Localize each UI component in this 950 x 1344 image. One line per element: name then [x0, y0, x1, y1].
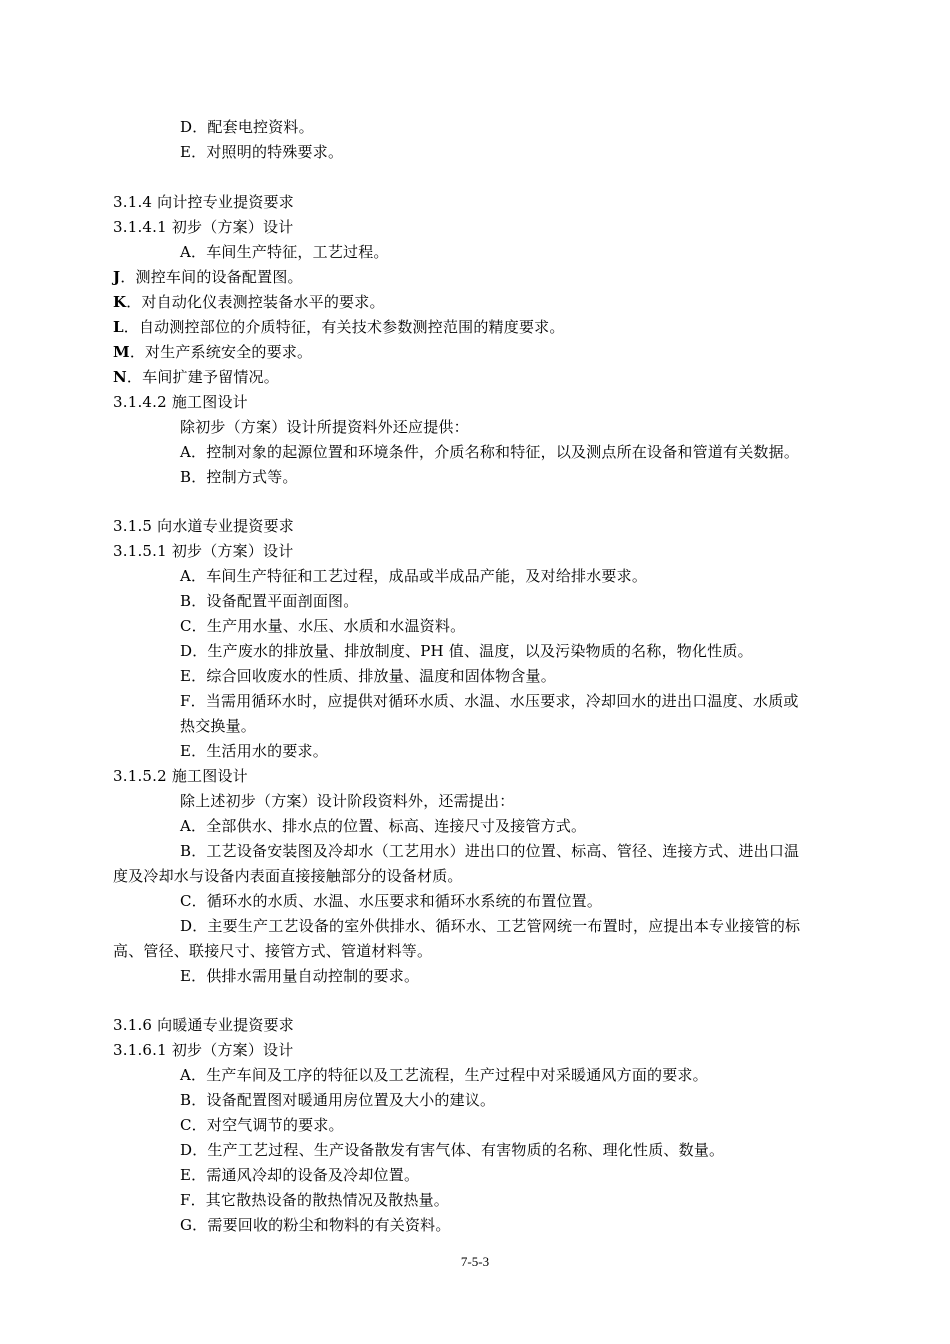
list-item [113, 292, 385, 312]
list-item-continuation: 度及冷却水与设备内表面直接接触部分的设备材质。 [113, 867, 463, 885]
paragraph: 除初步（方案）设计所提资料外还应提供： [180, 418, 469, 436]
item-text: ．自动测控部位的介质特征，有关技术参数测控范围的精度要求。 [123, 318, 565, 336]
item-text: ．车间扩建予留情况。 [126, 368, 279, 386]
page-number: 7-5-3 [460, 1254, 490, 1269]
list-item: C．循环水的水质、水温、水压要求和循环水系统的布置位置。 [180, 892, 603, 910]
section-heading: 3.1.4 向计控专业提资要求 [113, 193, 294, 211]
list-item [113, 342, 312, 362]
list-item: B．设备配置平面剖面图。 [180, 592, 359, 610]
list-item: A．车间生产特征和工艺过程，成品或半成品产能，及对给排水要求。 [180, 567, 648, 585]
paragraph: 除上述初步（方案）设计阶段资料外，还需提出： [180, 792, 515, 810]
item-letter: N [113, 368, 127, 386]
list-item: B．设备配置图对暖通用房位置及大小的建议。 [180, 1091, 496, 1109]
list-item: E．综合回收废水的性质、排放量、温度和固体物含量。 [180, 667, 556, 685]
list-item: D．主要生产工艺设备的室外供排水、循环水、工艺管网统一布置时，应提出本专业接管的标 [180, 917, 801, 935]
list-item-continuation: 高、管径、联接尺寸、接管方式、管道材料等。 [113, 942, 433, 960]
subsection-heading: 3.1.4.2 施工图设计 [113, 393, 248, 411]
list-item: C．对空气调节的要求。 [180, 1116, 344, 1134]
subsection-heading: 3.1.4.1 初步（方案）设计 [113, 218, 294, 236]
list-item: B．工艺设备安装图及冷却水（工艺用水）进出口的位置、标高、管径、连接方式、进出口温 [180, 842, 800, 860]
list-item: F．当需用循环水时，应提供对循环水质、水温、水压要求，冷却回水的进出口温度、水质或 [180, 692, 799, 710]
list-item: E．生活用水的要求。 [180, 742, 328, 760]
list-item-continuation: 热交换量。 [180, 717, 257, 735]
list-item: G．需要回收的粉尘和物料的有关资料。 [180, 1216, 451, 1234]
list-item: A．生产车间及工序的特征以及工艺流程，生产过程中对采暖通风方面的要求。 [180, 1066, 708, 1084]
list-item: B．控制方式等。 [180, 468, 298, 486]
list-item: D．配套电控资料。 [180, 118, 314, 136]
list-item: E．需通风冷却的设备及冷却位置。 [180, 1166, 420, 1184]
list-item: D．生产工艺过程、生产设备散发有害气体、有害物质的名称、理化性质、数量。 [180, 1141, 725, 1159]
item-letter: M [113, 343, 130, 361]
list-item: C．生产用水量、水压、水质和水温资料。 [180, 617, 466, 635]
list-item [113, 367, 279, 387]
item-text: ．对生产系统安全的要求。 [129, 343, 313, 361]
list-item: A．全部供水、排水点的位置、标高、连接尺寸及接管方式。 [180, 817, 587, 835]
list-item: E．对照明的特殊要求。 [180, 143, 344, 161]
item-letter: J [113, 268, 121, 286]
subsection-heading: 3.1.5.1 初步（方案）设计 [113, 542, 294, 560]
section-heading: 3.1.5 向水道专业提资要求 [113, 517, 294, 535]
list-item [113, 317, 565, 337]
list-item: A．控制对象的起源位置和环境条件，介质名称和特征，以及测点所在设备和管道有关数据。 [180, 443, 800, 461]
list-item: A．车间生产特征，工艺过程。 [180, 243, 389, 261]
item-letter: L [113, 318, 124, 336]
list-item: F．其它散热设备的散热情况及散热量。 [180, 1191, 450, 1209]
list-item: D．生产废水的排放量、排放制度、PH 值、温度，以及污染物质的名称，物化性质。 [180, 642, 753, 660]
list-item [113, 267, 303, 287]
subsection-heading: 3.1.5.2 施工图设计 [113, 767, 248, 785]
item-letter: K [113, 293, 127, 311]
list-item: E．供排水需用量自动控制的要求。 [180, 967, 420, 985]
item-text: ．对自动化仪表测控装备水平的要求。 [126, 293, 385, 311]
subsection-heading: 3.1.6.1 初步（方案）设计 [113, 1041, 294, 1059]
item-text: ．测控车间的设备配置图。 [120, 268, 303, 286]
section-heading: 3.1.6 向暖通专业提资要求 [113, 1016, 294, 1034]
